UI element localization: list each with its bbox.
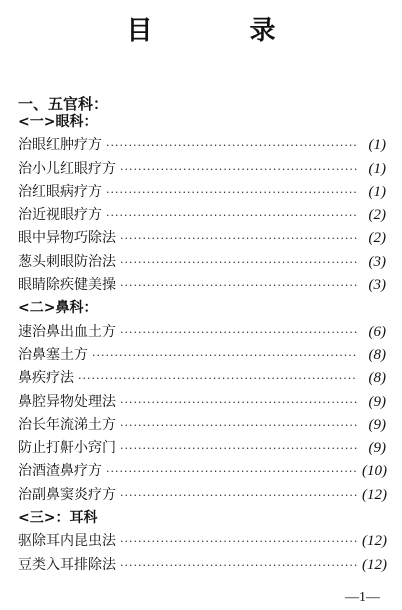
toc-entry-page: (3) <box>368 253 386 270</box>
toc-entry-title: 治近视眼疗方 <box>18 207 102 224</box>
toc-entry <box>18 391 386 414</box>
toc-entry-page: (9) <box>368 416 386 433</box>
page-title: 目 录 <box>126 16 320 46</box>
toc-entry-title: 治眼红肿疗方 <box>18 137 102 154</box>
toc-entry <box>18 181 386 204</box>
dot-leader <box>120 391 358 414</box>
toc-entry-page: (8) <box>368 370 386 387</box>
toc-entry-title: 治鼻塞土方 <box>18 346 88 363</box>
toc-entry-page: (12) <box>362 533 387 550</box>
toc-entry <box>18 437 386 460</box>
toc-entry-page: (2) <box>368 207 386 224</box>
dot-leader <box>106 134 358 157</box>
toc-entry <box>18 554 386 577</box>
toc-entry-page: (3) <box>368 277 386 294</box>
toc-entry-title: 治小儿红眼疗方 <box>18 160 116 177</box>
toc-entry-title: 鼻疾疗法 <box>18 370 74 387</box>
toc-entry-title: 驱除耳内昆虫法 <box>18 533 116 550</box>
toc-entry <box>18 530 386 553</box>
toc-entry-page: (8) <box>368 346 386 363</box>
toc-entry <box>18 367 386 390</box>
dot-leader <box>106 181 358 204</box>
toc-entry <box>18 460 386 483</box>
dot-leader <box>120 321 358 344</box>
toc-entry <box>18 414 386 437</box>
dot-leader <box>120 554 358 577</box>
toc-entry-page: (10) <box>362 463 387 480</box>
toc-entry-title: 治长年流涕土方 <box>18 416 116 433</box>
dot-leader <box>120 251 358 274</box>
toc-entry-page: (9) <box>368 393 386 410</box>
toc-entry-title: 眼中异物巧除法 <box>18 230 116 247</box>
toc-entry-page: (12) <box>362 556 387 573</box>
toc-entry-title: 眼睛除疾健美操 <box>18 277 116 294</box>
section-heading: 一、五官科： <box>18 95 109 113</box>
toc-entry-title: 豆类入耳排除法 <box>18 556 116 573</box>
toc-subheading-label: <二>鼻科： <box>18 300 98 317</box>
toc-entry <box>18 204 386 227</box>
toc-subheading <box>18 507 386 530</box>
dot-leader <box>120 274 358 297</box>
toc-entry <box>18 227 386 250</box>
toc-entry-page: (1) <box>368 160 386 177</box>
toc-entry-title: 葱头刺眼防治法 <box>18 253 116 270</box>
toc-entry <box>18 274 386 297</box>
dot-leader <box>120 414 358 437</box>
dot-leader <box>106 204 358 227</box>
toc-entry-page: (1) <box>368 137 386 154</box>
toc-entry-page: (12) <box>362 486 387 503</box>
toc-entry-page: (1) <box>368 183 386 200</box>
dot-leader <box>120 437 358 460</box>
toc-entry <box>18 251 386 274</box>
dot-leader <box>120 530 358 553</box>
toc-entry-page: (6) <box>368 323 386 340</box>
toc-entry-title: 治副鼻窦炎疗方 <box>18 486 116 503</box>
page-number-footer: —1— <box>345 590 380 605</box>
toc-entry <box>18 321 386 344</box>
toc-subheading-label: <三>：耳科 <box>18 510 98 527</box>
table-of-contents <box>18 111 386 577</box>
toc-entry-title: 防止打鼾小窍门 <box>18 440 116 457</box>
dot-leader <box>106 460 358 483</box>
dot-leader <box>78 367 358 390</box>
toc-entry-title: 治红眼病疗方 <box>18 183 102 200</box>
toc-subheading-label: <一>眼科： <box>18 114 98 130</box>
toc-entry <box>18 158 386 181</box>
dot-leader <box>120 484 358 507</box>
toc-entry-title: 治酒渣鼻疗方 <box>18 463 102 480</box>
toc-entry-page: (9) <box>368 440 386 457</box>
toc-subheading <box>18 111 386 134</box>
toc-entry-page: (2) <box>368 230 386 247</box>
toc-entry-title: 速治鼻出血土方 <box>18 323 116 340</box>
dot-leader <box>120 158 358 181</box>
toc-subheading <box>18 297 386 320</box>
toc-entry <box>18 484 386 507</box>
dot-leader <box>92 344 358 367</box>
toc-entry-title: 鼻腔异物处理法 <box>18 393 116 410</box>
toc-entry <box>18 134 386 157</box>
toc-entry <box>18 344 386 367</box>
dot-leader <box>120 227 358 250</box>
